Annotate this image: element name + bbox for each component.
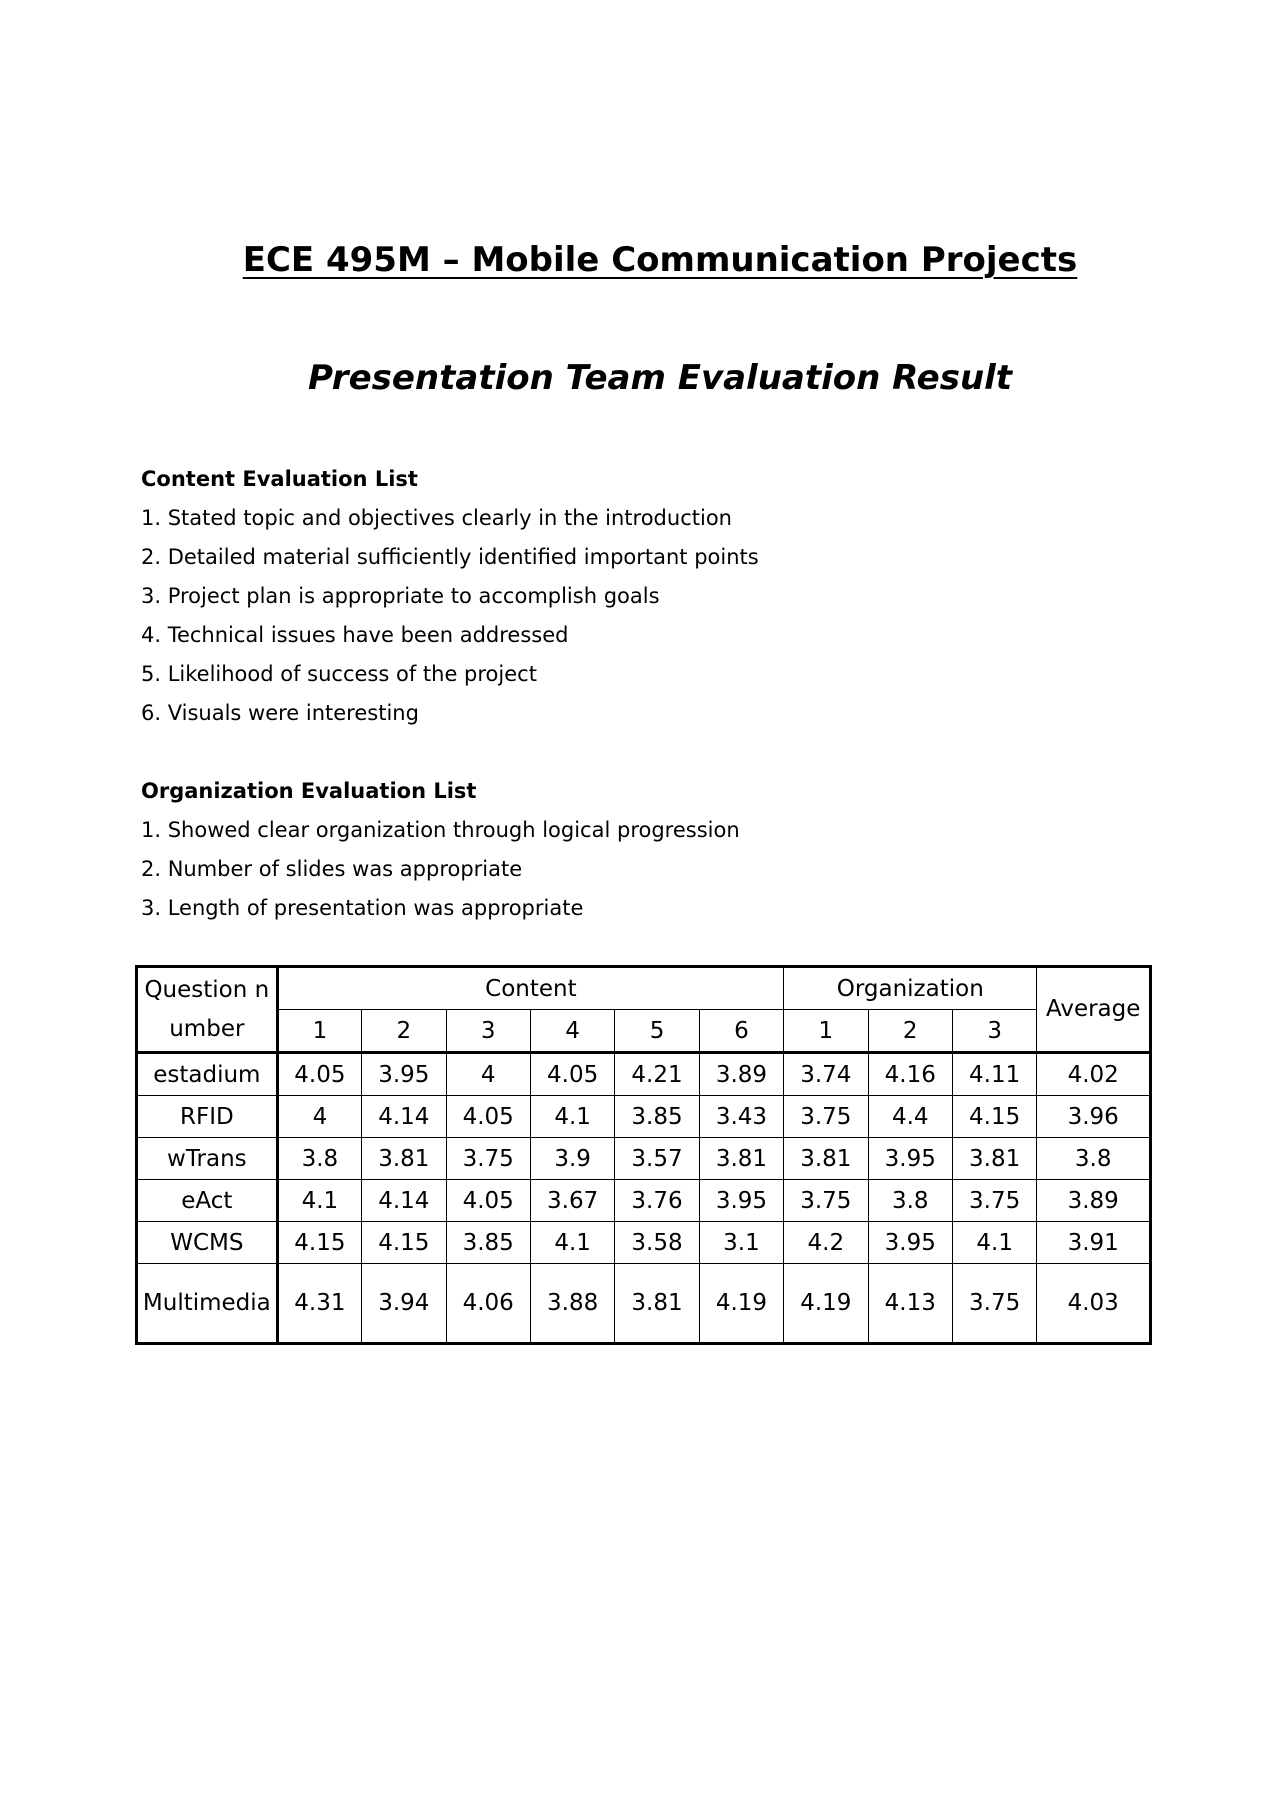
content-score-cell: 3.88 (530, 1264, 614, 1344)
content-score-cell: 4 (277, 1096, 361, 1138)
content-criterion-number-header: 5 (615, 1010, 699, 1053)
average-score-cell: 3.8 (1037, 1138, 1151, 1180)
content-evaluation-section (141, 460, 1141, 733)
organization-criterion-number-header: 1 (784, 1010, 868, 1053)
organization-score-cell: 3.75 (784, 1096, 868, 1138)
content-score-cell: 3.81 (362, 1138, 446, 1180)
list-item: 5. Likelihood of success of the project (141, 662, 537, 686)
content-score-cell: 4.19 (699, 1264, 783, 1344)
organization-group-header: Organization (784, 967, 1037, 1010)
average-score-cell: 3.89 (1037, 1180, 1151, 1222)
organization-score-cell: 3.8 (868, 1180, 952, 1222)
content-score-cell: 4.05 (446, 1180, 530, 1222)
average-score-cell: 4.02 (1037, 1053, 1151, 1096)
table-row (137, 1264, 1151, 1344)
organization-score-cell: 4.11 (952, 1053, 1036, 1096)
organization-score-cell: 4.13 (868, 1264, 952, 1344)
organization-score-cell: 3.95 (868, 1138, 952, 1180)
table-row (137, 1138, 1151, 1180)
document-subtitle: Presentation Team Evaluation Result (307, 358, 1013, 398)
content-criterion-number-header: 1 (277, 1010, 361, 1053)
content-score-cell: 4 (446, 1053, 530, 1096)
content-score-cell: 4.31 (277, 1264, 361, 1344)
organization-score-cell: 3.75 (952, 1180, 1036, 1222)
organization-criterion-number-header: 3 (952, 1010, 1036, 1053)
content-score-cell: 4.06 (446, 1264, 530, 1344)
content-score-cell: 3.81 (699, 1138, 783, 1180)
content-group-header: Content (277, 967, 783, 1010)
list-item: 4. Technical issues have been addressed (141, 623, 569, 647)
content-score-cell: 3.89 (699, 1053, 783, 1096)
team-name-cell: WCMS (137, 1222, 278, 1264)
average-score-cell: 3.96 (1037, 1096, 1151, 1138)
content-score-cell: 3.81 (615, 1264, 699, 1344)
organization-score-cell: 3.81 (784, 1138, 868, 1180)
content-score-cell: 3.95 (699, 1180, 783, 1222)
content-criterion-number-header: 6 (699, 1010, 783, 1053)
content-score-cell: 4.05 (277, 1053, 361, 1096)
content-score-cell: 4.14 (362, 1096, 446, 1138)
list-item: 2. Number of slides was appropriate (141, 857, 523, 881)
content-score-cell: 4.05 (446, 1096, 530, 1138)
organization-score-cell: 3.75 (784, 1180, 868, 1222)
content-criterion-number-header: 4 (530, 1010, 614, 1053)
content-score-cell: 4.05 (530, 1053, 614, 1096)
average-header: Average (1037, 967, 1151, 1053)
table-row (137, 1222, 1151, 1264)
organization-score-cell: 3.81 (952, 1138, 1036, 1180)
content-score-cell: 3.95 (362, 1053, 446, 1096)
organization-score-cell: 4.2 (784, 1222, 868, 1264)
organization-criterion-number-header: 2 (868, 1010, 952, 1053)
content-score-cell: 4.15 (277, 1222, 361, 1264)
content-score-cell: 4.1 (530, 1096, 614, 1138)
average-score-cell: 4.03 (1037, 1264, 1151, 1344)
team-name-cell: wTrans (137, 1138, 278, 1180)
content-score-cell: 3.85 (615, 1096, 699, 1138)
list-item: 1. Stated topic and objectives clearly in the introduction (141, 506, 732, 530)
organization-score-cell: 3.75 (952, 1264, 1036, 1344)
organization-criteria-list (141, 811, 1141, 928)
content-score-cell: 3.43 (699, 1096, 783, 1138)
organization-score-cell: 4.15 (952, 1096, 1036, 1138)
average-score-cell: 3.91 (1037, 1222, 1151, 1264)
content-score-cell: 3.94 (362, 1264, 446, 1344)
content-score-cell: 4.21 (615, 1053, 699, 1096)
organization-score-cell: 4.1 (952, 1222, 1036, 1264)
content-score-cell: 3.1 (699, 1222, 783, 1264)
team-name-cell: Multimedia (137, 1264, 278, 1344)
organization-score-cell: 4.19 (784, 1264, 868, 1344)
list-item: 1. Showed clear organization through logical progression (141, 818, 740, 842)
question-number-header: Question number (137, 967, 278, 1053)
content-score-cell: 3.67 (530, 1180, 614, 1222)
content-score-cell: 4.1 (277, 1180, 361, 1222)
organization-list-heading: Organization Evaluation List (141, 779, 477, 803)
team-name-cell: estadium (137, 1053, 278, 1096)
content-criterion-number-header: 2 (362, 1010, 446, 1053)
content-score-cell: 3.9 (530, 1138, 614, 1180)
content-score-cell: 3.85 (446, 1222, 530, 1264)
organization-score-cell: 4.16 (868, 1053, 952, 1096)
list-item: 3. Length of presentation was appropriate (141, 896, 584, 920)
organization-score-cell: 3.74 (784, 1053, 868, 1096)
team-name-cell: RFID (137, 1096, 278, 1138)
table-row (137, 1180, 1151, 1222)
content-score-cell: 3.58 (615, 1222, 699, 1264)
list-item: 3. Project plan is appropriate to accomplish goals (141, 584, 660, 608)
content-score-cell: 4.15 (362, 1222, 446, 1264)
organization-score-cell: 3.95 (868, 1222, 952, 1264)
organization-evaluation-section (141, 772, 1141, 928)
content-score-cell: 3.76 (615, 1180, 699, 1222)
document-title: ECE 495M – Mobile Communication Projects (242, 240, 1078, 280)
content-score-cell: 4.14 (362, 1180, 446, 1222)
content-score-cell: 3.75 (446, 1138, 530, 1180)
evaluation-results-table (135, 965, 1152, 1345)
list-item: 6. Visuals were interesting (141, 701, 419, 725)
team-name-cell: eAct (137, 1180, 278, 1222)
content-score-cell: 3.8 (277, 1138, 361, 1180)
content-criterion-number-header: 3 (446, 1010, 530, 1053)
organization-score-cell: 4.4 (868, 1096, 952, 1138)
content-criteria-list (141, 499, 1141, 733)
table-row (137, 1096, 1151, 1138)
content-score-cell: 3.57 (615, 1138, 699, 1180)
list-item: 2. Detailed material sufficiently identified important points (141, 545, 759, 569)
content-score-cell: 4.1 (530, 1222, 614, 1264)
content-list-heading: Content Evaluation List (141, 467, 418, 491)
table-row (137, 1053, 1151, 1096)
